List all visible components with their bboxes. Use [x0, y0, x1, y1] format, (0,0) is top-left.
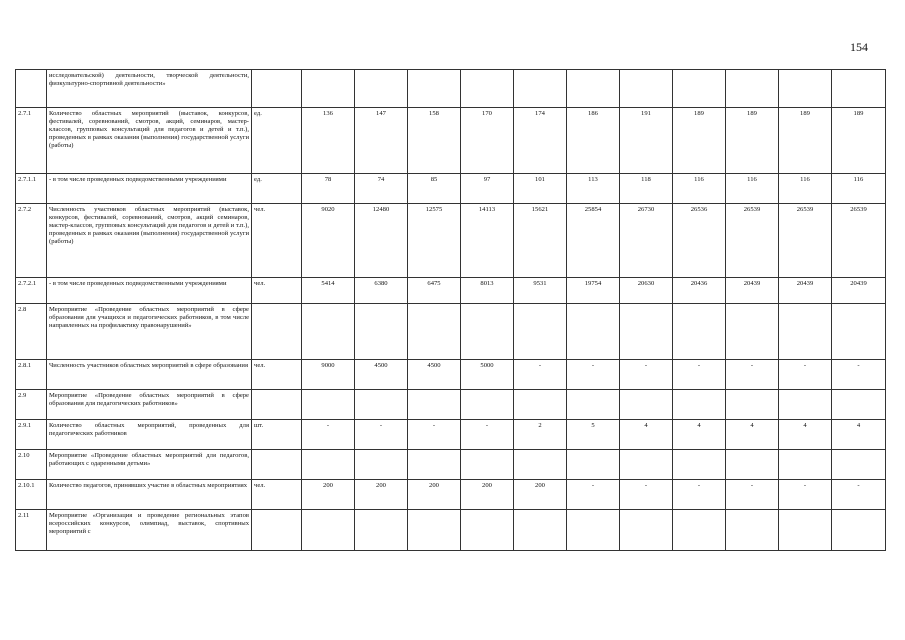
indicator-name-cell: Количество областных мероприятий (выставок, конкурсов, фестивалей, соревнований, смотров, акций, семинаров, мастер-классов, групповых консультаций для педагогов и детей и т.п.), проведенных в рамках оказания (выполнения) государственной услуги (работы)	[47, 108, 252, 174]
unit-cell: ед.	[252, 174, 302, 204]
value-cell: -	[514, 360, 567, 390]
value-cell	[355, 450, 408, 480]
value-cell: 9531	[514, 278, 567, 304]
table-row	[16, 420, 886, 450]
indicator-name-cell: - в том числе проведенных подведомственными учреждениями	[47, 278, 252, 304]
value-cell: 6475	[408, 278, 461, 304]
value-cell: 189	[779, 108, 832, 174]
row-number-cell: 2.7.2	[16, 204, 47, 278]
value-cell: 200	[514, 480, 567, 510]
value-cell: 26539	[779, 204, 832, 278]
value-cell: -	[832, 480, 886, 510]
value-cell	[567, 390, 620, 420]
unit-cell	[252, 304, 302, 360]
value-cell: 200	[302, 480, 355, 510]
value-cell: -	[779, 480, 832, 510]
value-cell: 200	[355, 480, 408, 510]
value-cell: 116	[779, 174, 832, 204]
value-cell: -	[302, 420, 355, 450]
value-cell	[461, 510, 514, 551]
indicator-name-cell: исследовательской) деятельности, творческой деятельности, физкультурно-спортивной деятельности»	[47, 70, 252, 108]
row-number-cell: 2.10.1	[16, 480, 47, 510]
table-body	[16, 70, 886, 551]
value-cell: -	[673, 360, 726, 390]
unit-cell	[252, 390, 302, 420]
value-cell	[514, 450, 567, 480]
value-cell: 174	[514, 108, 567, 174]
value-cell	[302, 70, 355, 108]
table-row	[16, 360, 886, 390]
value-cell: 101	[514, 174, 567, 204]
value-cell: 78	[302, 174, 355, 204]
value-cell	[726, 304, 779, 360]
value-cell: 20439	[832, 278, 886, 304]
value-cell: 74	[355, 174, 408, 204]
value-cell	[726, 70, 779, 108]
value-cell: -	[673, 480, 726, 510]
value-cell: -	[726, 480, 779, 510]
indicator-name-cell: Численность участников областных мероприятий в сфере образования	[47, 360, 252, 390]
value-cell: 12575	[408, 204, 461, 278]
value-cell: 2	[514, 420, 567, 450]
value-cell: 5414	[302, 278, 355, 304]
value-cell	[355, 390, 408, 420]
value-cell: 4	[832, 420, 886, 450]
value-cell	[408, 70, 461, 108]
value-cell	[726, 390, 779, 420]
table-row	[16, 480, 886, 510]
indicator-name-cell: - в том числе проведенных подведомственными учреждениями	[47, 174, 252, 204]
value-cell: 113	[567, 174, 620, 204]
value-cell: 4	[673, 420, 726, 450]
value-cell: 186	[567, 108, 620, 174]
value-cell: 189	[832, 108, 886, 174]
row-number-cell: 2.8.1	[16, 360, 47, 390]
value-cell: 116	[673, 174, 726, 204]
value-cell	[620, 510, 673, 551]
value-cell	[567, 450, 620, 480]
value-cell	[779, 510, 832, 551]
value-cell: 116	[726, 174, 779, 204]
table-row	[16, 278, 886, 304]
value-cell: -	[726, 360, 779, 390]
value-cell: 118	[620, 174, 673, 204]
unit-cell: чел.	[252, 204, 302, 278]
value-cell: 8013	[461, 278, 514, 304]
indicators-table	[15, 69, 886, 551]
value-cell: 189	[673, 108, 726, 174]
value-cell: 15621	[514, 204, 567, 278]
value-cell	[514, 70, 567, 108]
value-cell	[408, 390, 461, 420]
table-row	[16, 304, 886, 360]
row-number-cell	[16, 70, 47, 108]
value-cell: 158	[408, 108, 461, 174]
value-cell: 20439	[779, 278, 832, 304]
value-cell: 189	[726, 108, 779, 174]
value-cell	[673, 390, 726, 420]
value-cell	[514, 510, 567, 551]
value-cell	[302, 390, 355, 420]
table-row	[16, 108, 886, 174]
value-cell: 4	[620, 420, 673, 450]
value-cell: 20630	[620, 278, 673, 304]
value-cell	[620, 304, 673, 360]
indicator-name-cell: Мероприятие «Проведение областных мероприятий в сфере образования для педагогических работников»	[47, 390, 252, 420]
value-cell: 25854	[567, 204, 620, 278]
value-cell	[832, 304, 886, 360]
row-number-cell: 2.8	[16, 304, 47, 360]
value-cell: 6380	[355, 278, 408, 304]
value-cell: 147	[355, 108, 408, 174]
value-cell: 5000	[461, 360, 514, 390]
row-number-cell: 2.7.1.1	[16, 174, 47, 204]
unit-cell	[252, 70, 302, 108]
value-cell: 191	[620, 108, 673, 174]
row-number-cell: 2.11	[16, 510, 47, 551]
value-cell	[726, 510, 779, 551]
value-cell	[461, 450, 514, 480]
value-cell	[620, 390, 673, 420]
unit-cell	[252, 450, 302, 480]
value-cell	[567, 510, 620, 551]
value-cell: 4500	[355, 360, 408, 390]
value-cell: -	[779, 360, 832, 390]
value-cell	[355, 510, 408, 551]
value-cell	[673, 510, 726, 551]
value-cell	[408, 304, 461, 360]
row-number-cell: 2.7.1	[16, 108, 47, 174]
value-cell	[673, 450, 726, 480]
table-row	[16, 510, 886, 551]
value-cell	[408, 510, 461, 551]
unit-cell: чел.	[252, 480, 302, 510]
indicator-name-cell: Мероприятие «Проведение областных мероприятий в сфере образования для учащихся и педагогических работников, в том числе направленных на профилактику правонарушений»	[47, 304, 252, 360]
value-cell	[514, 390, 567, 420]
value-cell: 5	[567, 420, 620, 450]
value-cell: -	[620, 480, 673, 510]
value-cell	[726, 450, 779, 480]
value-cell: 26539	[726, 204, 779, 278]
table-row	[16, 70, 886, 108]
value-cell: 85	[408, 174, 461, 204]
value-cell: 9000	[302, 360, 355, 390]
indicator-name-cell: Мероприятие «Проведение областных мероприятий для педагогов, работающих с одаренными детьми»	[47, 450, 252, 480]
table-row	[16, 390, 886, 420]
value-cell: -	[832, 360, 886, 390]
table-row	[16, 450, 886, 480]
row-number-cell: 2.9.1	[16, 420, 47, 450]
value-cell: 19754	[567, 278, 620, 304]
value-cell: 26730	[620, 204, 673, 278]
value-cell: -	[620, 360, 673, 390]
value-cell	[779, 390, 832, 420]
value-cell: 200	[461, 480, 514, 510]
value-cell	[620, 70, 673, 108]
value-cell: -	[461, 420, 514, 450]
value-cell	[832, 70, 886, 108]
value-cell: 97	[461, 174, 514, 204]
indicator-name-cell: Мероприятие «Организация и проведение региональных этапов всероссийских конкурсов, олимпиад, выставок, спортивных мероприятий с	[47, 510, 252, 551]
value-cell	[779, 450, 832, 480]
indicator-name-cell: Численность участников областных мероприятий (выставок, конкурсов, фестивалей, соревнований, смотров, акций семинаров, мастер-классов, групповых консультаций для педагогов и детей и т.п.), проведенных в рамках оказания (выполнения) государственной услуги (работы)	[47, 204, 252, 278]
value-cell	[620, 450, 673, 480]
page-number: 154	[850, 40, 868, 54]
row-number-cell: 2.9	[16, 390, 47, 420]
value-cell	[302, 510, 355, 551]
value-cell: -	[567, 480, 620, 510]
unit-cell	[252, 510, 302, 551]
value-cell: 136	[302, 108, 355, 174]
table-row	[16, 204, 886, 278]
row-number-cell: 2.10	[16, 450, 47, 480]
value-cell: 9020	[302, 204, 355, 278]
value-cell	[461, 70, 514, 108]
value-cell	[673, 304, 726, 360]
value-cell	[673, 70, 726, 108]
value-cell	[779, 70, 832, 108]
value-cell: 170	[461, 108, 514, 174]
value-cell	[567, 70, 620, 108]
value-cell: 20439	[726, 278, 779, 304]
value-cell: 26539	[832, 204, 886, 278]
value-cell: 14113	[461, 204, 514, 278]
value-cell: -	[408, 420, 461, 450]
unit-cell: чел.	[252, 278, 302, 304]
value-cell: 20436	[673, 278, 726, 304]
value-cell: 26536	[673, 204, 726, 278]
value-cell: 4500	[408, 360, 461, 390]
value-cell: 12480	[355, 204, 408, 278]
value-cell	[355, 70, 408, 108]
unit-cell: шт.	[252, 420, 302, 450]
indicator-name-cell: Количество педагогов, принявших участие в областных мероприятиях	[47, 480, 252, 510]
row-number-cell: 2.7.2.1	[16, 278, 47, 304]
value-cell	[514, 304, 567, 360]
value-cell	[832, 390, 886, 420]
value-cell	[355, 304, 408, 360]
value-cell	[832, 450, 886, 480]
table-row	[16, 174, 886, 204]
value-cell: -	[355, 420, 408, 450]
unit-cell: ед.	[252, 108, 302, 174]
indicator-name-cell: Количество областных мероприятий, проведенных для педагогических работников	[47, 420, 252, 450]
unit-cell: чел.	[252, 360, 302, 390]
value-cell: 4	[779, 420, 832, 450]
value-cell	[461, 390, 514, 420]
value-cell	[567, 304, 620, 360]
value-cell: 4	[726, 420, 779, 450]
value-cell	[302, 304, 355, 360]
value-cell: -	[567, 360, 620, 390]
value-cell: 116	[832, 174, 886, 204]
value-cell	[779, 304, 832, 360]
value-cell: 200	[408, 480, 461, 510]
value-cell	[408, 450, 461, 480]
value-cell	[461, 304, 514, 360]
value-cell	[302, 450, 355, 480]
value-cell	[832, 510, 886, 551]
